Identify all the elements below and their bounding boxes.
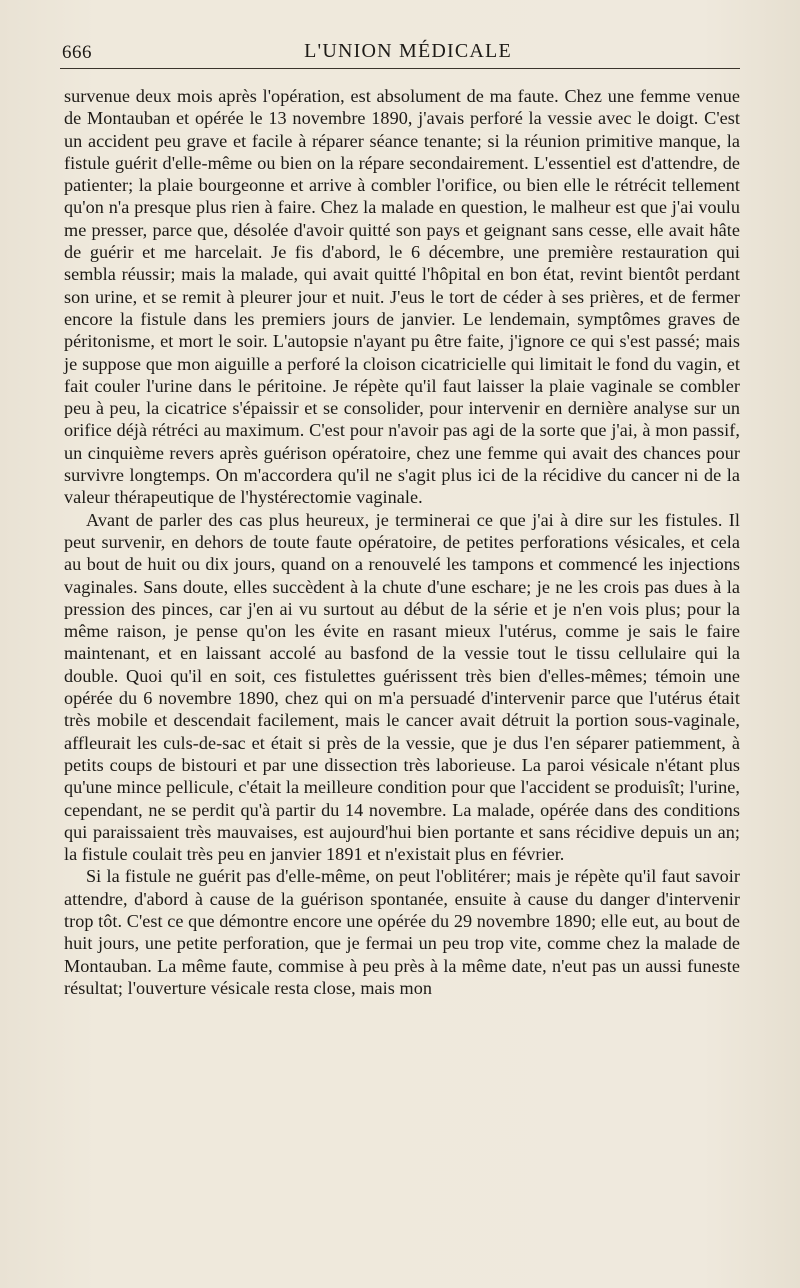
paragraph-continued: survenue deux mois après l'opération, est absolument de ma faute. Chez une femme venue de Montauban et opérée le 13 novembre 1890, j'avais perforé la vessie avec le doigt. C'est un accident peu grave et facile à réparer séance tenante; si la réunion primitive manque, la fistule guérit d'elle-même ou bien on la répare secondairement. L'essentiel est d'attendre, de patienter; la plaie bourgeonne et arrive à combler l'orifice, ou bien elle le rétrécit tellement qu'on n'a presque plus rien à faire. Chez la malade en question, le malheur est que j'ai voulu me presser, parce que, désolée d'avoir quitté son pays et geignant sans cesse, elle avait hâte de guérir et me harcelait. Je fis d'abord, le 6 décembre, une première restauration qui sembla réussir; mais la malade, qui avait quitté l'hôpital en bon état, revint bientôt perdant son urine, et se remit à pleurer jour et nuit. J'eus le tort de céder à ses prières, et de fermer encore la fistule dans les premiers jours de janvier. Le lendemain, symptômes graves de péritonisme, et mort le soir. L'autopsie n'ayant pu être faite, j'ignore ce qui s'est passé; mais je suppose que mon aiguille a perforé la cloison cicatricielle qui limitait le fond du vagin, et fait couler l'urine dans le péritoine. Je répète qu'il faut laisser la plaie vaginale se combler peu à peu, la cicatrice s'épaissir et se consolider, pour intervenir en dernière analyse sur un orifice déjà rétréci au maximum. C'est pour n'avoir pas agi de la sorte que j'ai, à mon passif, un cinquième revers après guérison opératoire, chez une femme qui avait des chances pour survivre longtemps. On m'accordera qu'il ne s'agit plus ici de la récidive du cancer ni de la valeur thérapeutique de l'hystérectomie vaginale. (64, 86, 740, 508)
body-text (64, 85, 740, 999)
paragraph-fistules: Avant de parler des cas plus heureux, je terminerai ce que j'ai à dire sur les fistules. Il peut survenir, en dehors de toute faute opératoire, de petites perforations vésicales, et cela au bout de huit ou dix jours, quand on a renouvelé les tampons et commencé les injections vaginales. Sans doute, elles succèdent à la chute d'une eschare; je ne les crois pas dues à la pression des pinces, car j'en ai vu surtout au début de la série et je n'en vois plus; pour la même raison, je pense qu'on les évite en rasant mieux l'utérus, comme je sais le faire maintenant, et en laissant accolé au basfond de la vessie tout le tissu cellulaire qui la double. Quoi qu'il en soit, ces fistulettes guérissent très bien d'elles-mêmes; témoin une opérée du 6 novembre 1890, chez qui on m'a persuadé d'intervenir parce que l'utérus était très mobile et descendait facilement, mais le cancer avait détruit la portion sous-vaginale, affleurait les culs-de-sac et était si près de la vessie, que je dus l'en séparer patiemment, à petits coups de bistouri et par une dissection très laborieuse. La paroi vésicale n'étant plus qu'une mince pellicule, c'était la meilleure condition pour que l'accident se produisît; l'urine, cependant, ne se perdit qu'à partir du 14 novembre. La malade, opérée dans des conditions qui paraissaient très mauvaises, est aujourd'hui bien portante et sans récidive depuis un an; la fistule coulait très peu en janvier 1891 et n'existait plus en février. (64, 509, 740, 865)
page-number: 666 (62, 42, 92, 63)
paragraph-oblitération: Si la fistule ne guérit pas d'elle-même, on peut l'oblitérer; mais je répète qu'il faut savoir attendre, d'abord à cause de la guérison spontanée, ensuite à cause du danger d'intervenir trop tôt. C'est ce que démontre encore une opérée du 29 novembre 1890; elle eut, au bout de huit jours, une petite perforation, que je fermai un peu trop vite, comme chez la malade de Montauban. La même faute, commise à peu près à la même date, n'eut pas un aussi funeste résultat; l'ouverture vésicale resta close, mais mon (64, 866, 740, 998)
header-rule (60, 68, 740, 69)
running-title: L'UNION MÉDICALE (304, 40, 512, 62)
page-header (62, 38, 742, 68)
